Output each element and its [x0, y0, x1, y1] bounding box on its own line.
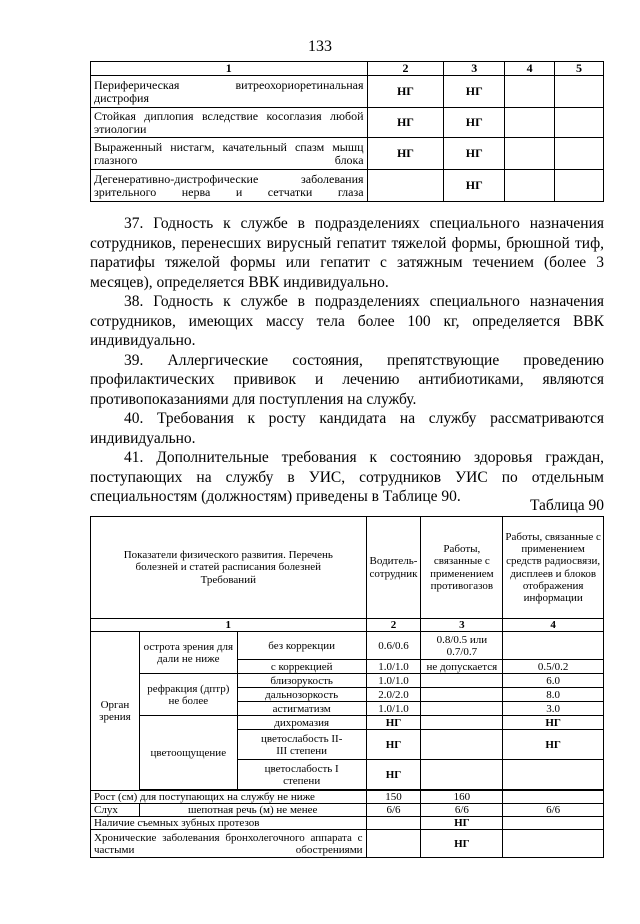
table-row [91, 817, 604, 830]
cell [366, 830, 421, 858]
disease-name: Выраженный нистагм, качательный спазм мышц глазного блока [91, 138, 368, 170]
cell: 6/6 [421, 804, 503, 817]
cell: 1.0/1.0 [366, 660, 421, 674]
paragraph-40: 40. Требования к росту кандидата на службу рассматриваются индивидуально. [90, 410, 604, 447]
cell: 6/6 [503, 804, 604, 817]
refraction-label: рефракция (дптр) не более [139, 674, 237, 716]
cell: 3.0 [503, 702, 604, 716]
col-header: 3 [444, 62, 505, 76]
cell: НГ [503, 730, 604, 760]
param-label: астигматизм [237, 702, 366, 716]
cell [421, 716, 503, 730]
cell [503, 632, 604, 660]
acuity-label: острота зрения для дали не ниже [139, 632, 237, 674]
cell [366, 817, 421, 830]
cell: 6/6 [366, 804, 421, 817]
color-label: цветоощущение [139, 716, 237, 790]
cell: 0.8/0.5 или 0.7/0.7 [421, 632, 503, 660]
param-label: без коррекции [237, 632, 366, 660]
cell [555, 76, 604, 108]
paragraph-38: 38. Годность к службе в подразделениях специального назначения сотрудников, имеющих массу тела более 100 кг, определяется ВВК индивидуально. [90, 293, 604, 349]
cell: НГ [444, 108, 505, 138]
param-label: шепотная речь (м) не менее [139, 804, 366, 817]
header-driver: Водитель-сотрудник [366, 517, 421, 619]
disease-name: Дегенеративно-дистрофические заболевания зрительного нерва и сетчатки глаза [91, 170, 368, 202]
paragraph-41: 41. Дополнительные требования к состоянию здоровья граждан, поступающих на службу в УИС, сотрудников УИС по отдельным специальностям (должностям) приведены в Таблице 90. [90, 449, 604, 505]
paragraph-37: 37. Годность к службе в подразделениях специального назначения сотрудников, перенесших вирусный гепатит тяжелой формы, брюшной тиф, паратифы тяжелой формы или гепатит с затяжным течением (более 3 месяцев), определяется ВВК индивидуально. [90, 215, 604, 291]
table-continued [90, 61, 604, 202]
cell [555, 170, 604, 202]
param-label: дихромазия [237, 716, 366, 730]
cell: НГ [367, 138, 444, 170]
cell: НГ [444, 76, 505, 108]
cell [421, 688, 503, 702]
cell [503, 760, 604, 790]
cell: НГ [421, 830, 503, 858]
cell: 1.0/1.0 [366, 702, 421, 716]
col-number: 1 [91, 619, 367, 632]
table-header-row [91, 517, 604, 619]
cell: 2.0/2.0 [366, 688, 421, 702]
col-number: 4 [503, 619, 604, 632]
table-90 [90, 516, 604, 858]
param-label: Рост (см) для поступающих на службу не ниже [91, 791, 367, 804]
col-number: 3 [421, 619, 503, 632]
cell: НГ [367, 76, 444, 108]
cell: 6.0 [503, 674, 604, 688]
cell [505, 76, 555, 108]
cell: НГ [421, 817, 503, 830]
cell [503, 817, 604, 830]
cell [367, 170, 444, 202]
col-header: 4 [505, 62, 555, 76]
table-row [91, 804, 604, 817]
table-header-row [91, 62, 604, 76]
cell [421, 702, 503, 716]
cell [505, 108, 555, 138]
col-header: 2 [367, 62, 444, 76]
table-caption: Таблица 90 [529, 497, 604, 514]
table-row [91, 632, 604, 660]
cell: НГ [444, 138, 505, 170]
disease-name: Стойкая диплопия вследствие косоглазия любой этиологии [91, 108, 368, 138]
col-number: 2 [366, 619, 421, 632]
table-row [91, 716, 604, 730]
cell: 1.0/1.0 [366, 674, 421, 688]
cell [503, 830, 604, 858]
table-row [91, 791, 604, 804]
table-row [91, 170, 604, 202]
param-label: Наличие съемных зубных протезов [91, 817, 367, 830]
cell: не допускается [421, 660, 503, 674]
page-number: 133 [308, 38, 332, 55]
cell: 150 [366, 791, 421, 804]
col-header: 5 [555, 62, 604, 76]
param-label: цветослабость II-III степени [237, 730, 366, 760]
organ-label: Орган зрения [91, 632, 140, 791]
param-label: дальнозоркость [237, 688, 366, 702]
cell: НГ [503, 716, 604, 730]
param-label: цветослабость I степени [237, 760, 366, 790]
param-label: Хронические заболевания бронхолегочного аппарата с частыми обострениями [91, 830, 367, 858]
cell: 0.5/0.2 [503, 660, 604, 674]
table-row [91, 674, 604, 688]
cell [505, 170, 555, 202]
cell [421, 730, 503, 760]
cell: НГ [367, 108, 444, 138]
header-radio: Работы, связанные с применением средств радиосвязи, дисплеев и блоков отображения информации [503, 517, 604, 619]
cell: НГ [444, 170, 505, 202]
cell: 0.6/0.6 [366, 632, 421, 660]
disease-name: Периферическая витреохориоретинальная дистрофия [91, 76, 368, 108]
table-number-row [91, 619, 604, 632]
cell: НГ [366, 730, 421, 760]
body-text [90, 214, 604, 507]
table-row [91, 830, 604, 858]
cell [555, 138, 604, 170]
col-header: 1 [91, 62, 368, 76]
table-row [91, 138, 604, 170]
param-label: Слух [91, 804, 140, 817]
cell: НГ [366, 760, 421, 790]
table-row [91, 76, 604, 108]
cell [421, 760, 503, 790]
table-row [91, 108, 604, 138]
cell [503, 791, 604, 804]
cell [505, 138, 555, 170]
cell: 160 [421, 791, 503, 804]
header-gasmask: Работы, связанные с применением противогазов [421, 517, 503, 619]
param-label: с коррекцией [237, 660, 366, 674]
cell [421, 674, 503, 688]
param-label: близорукость [237, 674, 366, 688]
paragraph-39: 39. Аллергические состояния, препятствующие проведению профилактических прививок и лечению антибиотиками, являются противопоказаниями для поступления на службу. [90, 351, 604, 408]
header-indicators: Показатели физического развития. Перечень болезней и статей расписания болезней Требований [91, 517, 367, 619]
cell [555, 108, 604, 138]
cell: 8.0 [503, 688, 604, 702]
cell: НГ [366, 716, 421, 730]
